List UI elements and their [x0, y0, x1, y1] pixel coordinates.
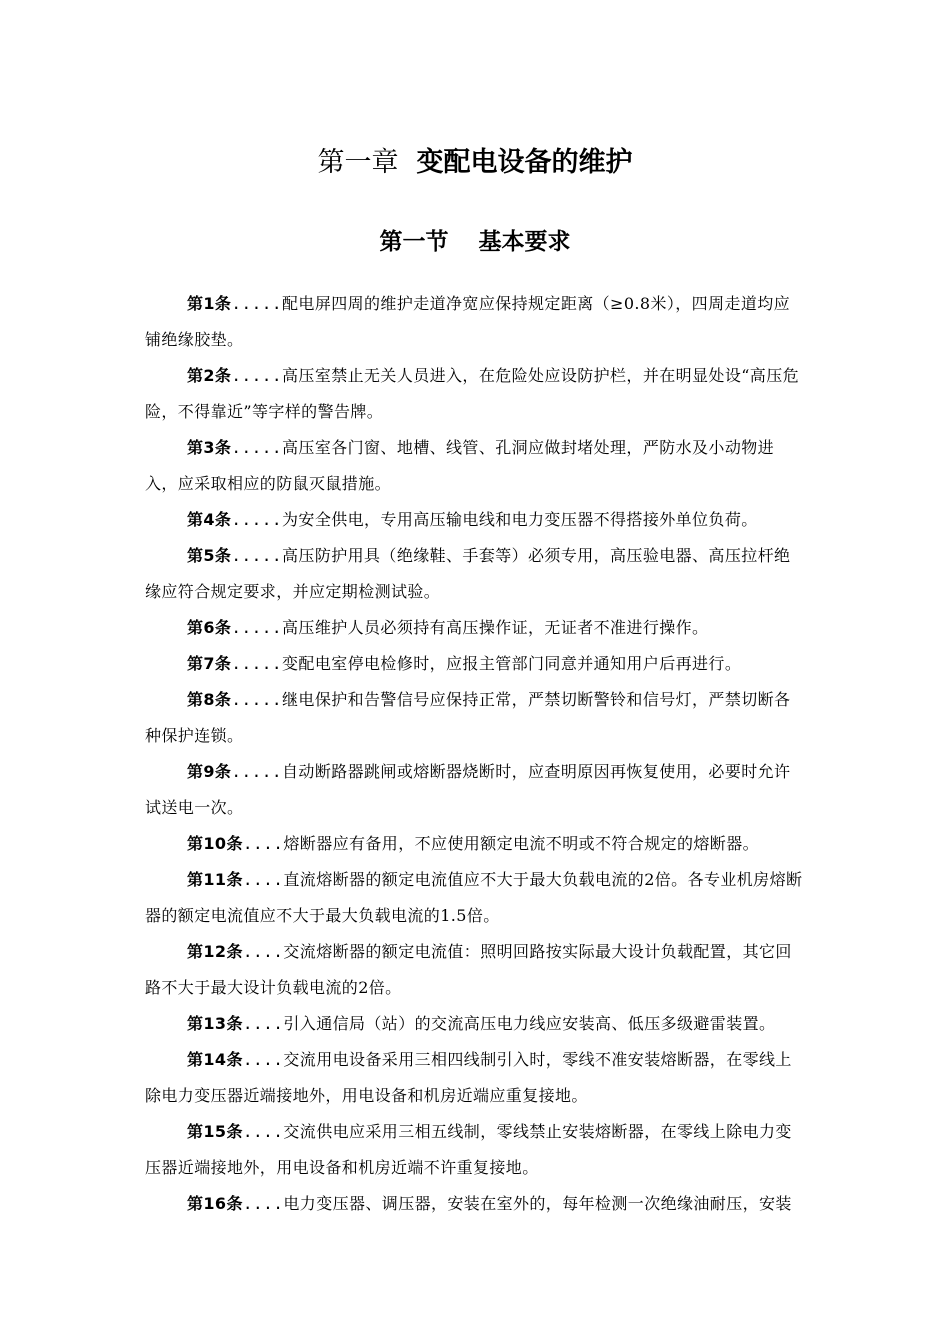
- article-text: 配电屏四周的维护走道净宽应保持规定距离（≥0.8米），四周走道均应铺绝缘胶垫。: [145, 294, 791, 349]
- article-dots: .....: [231, 762, 283, 781]
- article-dots: ....: [242, 870, 284, 889]
- article: [145, 1114, 805, 1186]
- article-text: 高压防护用具（绝缘鞋、手套等）必须专用，高压验电器、高压拉杆绝缘应符合规定要求，并应定期检测试验。: [145, 546, 791, 601]
- section-name: 基本要求: [478, 229, 571, 255]
- article: [145, 430, 805, 502]
- article-dots: ....: [242, 942, 284, 961]
- article-label: 第12条: [187, 942, 243, 961]
- chapter-title: [0, 140, 950, 186]
- article-label: 第7条: [187, 654, 232, 673]
- article-dots: .....: [231, 438, 283, 457]
- article: [145, 502, 805, 538]
- article: [145, 646, 805, 682]
- article-label: 第5条: [187, 546, 232, 565]
- article-text: 电力变压器、调压器，安装在室外的，每年检测一次绝缘油耐压，安装: [283, 1194, 792, 1213]
- article-dots: .....: [231, 618, 283, 637]
- article-dots: ....: [242, 1194, 284, 1213]
- article-label: 第1条: [187, 294, 232, 313]
- article-list: [145, 286, 805, 1222]
- article-label: 第3条: [187, 438, 232, 457]
- article: [145, 538, 805, 610]
- chapter-number: 第一章: [317, 147, 399, 178]
- article-dots: .....: [231, 690, 283, 709]
- article: [145, 358, 805, 430]
- article: [145, 1006, 805, 1042]
- article-text: 高压室各门窗、地槽、线管、孔洞应做封堵处理，严防水及小动物进入，应采取相应的防鼠灭鼠措施。: [145, 438, 775, 493]
- article-label: 第14条: [187, 1050, 243, 1069]
- article-dots: ....: [242, 1014, 284, 1033]
- article-label: 第9条: [187, 762, 232, 781]
- article-label: 第13条: [187, 1014, 243, 1033]
- article-text: 高压维护人员必须持有高压操作证，无证者不准进行操作。: [282, 618, 709, 637]
- article-label: 第11条: [187, 870, 243, 889]
- article-text: 高压室禁止无关人员进入，在危险处应设防护栏，并在明显处设“高压危险，不得靠近”等字样的警告牌。: [145, 366, 799, 421]
- section-title: [0, 222, 950, 262]
- article-text: 自动断路器跳闸或熔断器烧断时，应查明原因再恢复使用，必要时允许试送电一次。: [145, 762, 791, 817]
- article-dots: .....: [231, 654, 283, 673]
- article-text: 交流供电应采用三相五线制，零线禁止安装熔断器，在零线上除电力变压器近端接地外，用电设备和机房近端不许重复接地。: [145, 1122, 792, 1177]
- section-number: 第一节: [379, 229, 449, 255]
- article-label: 第2条: [187, 366, 232, 385]
- article-dots: .....: [231, 366, 283, 385]
- article-text: 引入通信局（站）的交流高压电力线应安装高、低压多级避雷装置。: [283, 1014, 776, 1033]
- article: [145, 1186, 805, 1222]
- article: [145, 286, 805, 358]
- article-dots: .....: [231, 546, 283, 565]
- article-text: 为安全供电，专用高压输电线和电力变压器不得搭接外单位负荷。: [282, 510, 758, 529]
- article: [145, 682, 805, 754]
- article-text: 直流熔断器的额定电流值应不大于最大负载电流的2倍。各专业机房熔断器的额定电流值应不大于最大负载电流的1.5倍。: [145, 870, 803, 925]
- article-dots: ....: [242, 1122, 284, 1141]
- article-dots: ....: [242, 834, 284, 853]
- article: [145, 862, 805, 934]
- article-label: 第16条: [187, 1194, 243, 1213]
- article: [145, 610, 805, 646]
- article-dots: ....: [242, 1050, 284, 1069]
- article: [145, 826, 805, 862]
- article-label: 第10条: [187, 834, 243, 853]
- article: [145, 934, 805, 1006]
- article-label: 第15条: [187, 1122, 243, 1141]
- article-label: 第6条: [187, 618, 232, 637]
- article-label: 第4条: [187, 510, 232, 529]
- chapter-name: 变配电设备的维护: [416, 147, 633, 178]
- article-text: 交流熔断器的额定电流值：照明回路按实际最大设计负载配置，其它回路不大于最大设计负载电流的2倍。: [145, 942, 792, 997]
- article-text: 交流用电设备采用三相四线制引入时，零线不准安装熔断器，在零线上除电力变压器近端接地外，用电设备和机房近端应重复接地。: [145, 1050, 792, 1105]
- article: [145, 754, 805, 826]
- article-label: 第8条: [187, 690, 232, 709]
- article-text: 继电保护和告警信号应保持正常，严禁切断警铃和信号灯，严禁切断各种保护连锁。: [145, 690, 791, 745]
- article-dots: .....: [231, 510, 283, 529]
- article-text: 变配电室停电检修时，应报主管部门同意并通知用户后再进行。: [282, 654, 742, 673]
- article-text: 熔断器应有备用，不应使用额定电流不明或不符合规定的熔断器。: [283, 834, 760, 853]
- article-dots: .....: [231, 294, 283, 313]
- article: [145, 1042, 805, 1114]
